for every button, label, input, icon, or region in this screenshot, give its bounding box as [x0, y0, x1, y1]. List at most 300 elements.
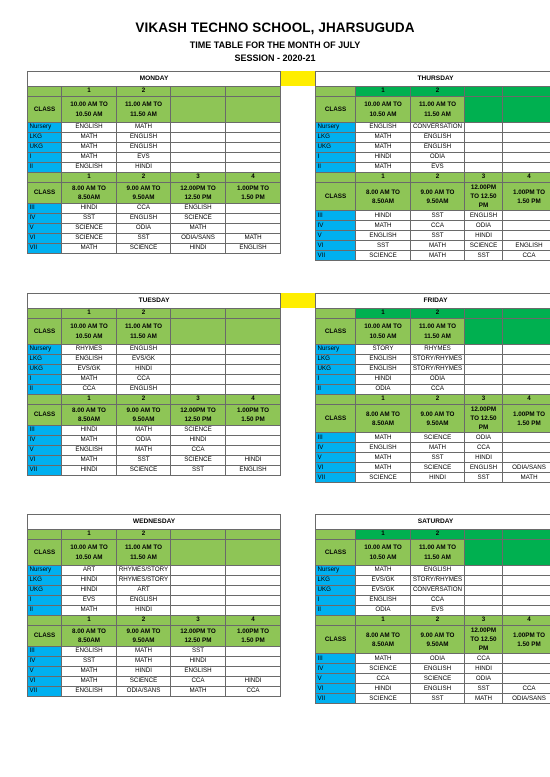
subject-cell: SST: [465, 251, 503, 261]
blank-cell: [503, 355, 550, 365]
subject-cell: [226, 667, 281, 677]
class-label: Nursery: [28, 123, 62, 133]
school-title: VIKASH TECHNO SCHOOL, JHARSUGUDA: [135, 20, 415, 35]
class-label: LKG: [316, 576, 356, 586]
subject-cell: SCIENCE: [117, 677, 171, 687]
period-number: 3: [171, 616, 226, 626]
subject-cell: MATH: [356, 433, 411, 443]
table-row: [316, 433, 550, 443]
time-slot: [117, 183, 171, 204]
subject-cell: ODIA: [465, 433, 503, 443]
blank-cell: [316, 616, 356, 626]
subject-cell: HINDI: [356, 375, 411, 385]
table-row: [28, 466, 281, 476]
period-number: 2: [411, 309, 465, 319]
time-slot: [171, 405, 226, 426]
blank-cell: [465, 365, 503, 375]
subject-cell: HINDI: [117, 667, 171, 677]
table-row: [316, 694, 550, 704]
table-row: [28, 586, 281, 596]
class-label: VI: [316, 463, 356, 473]
time-line: 10.00 AM TO: [70, 323, 108, 331]
subject-cell: HINDI: [62, 576, 117, 586]
class-label: II: [28, 385, 62, 395]
time-slot: [411, 540, 465, 566]
blank-cell: [171, 319, 226, 345]
time-slot: [465, 405, 503, 433]
blank-cell: [171, 153, 226, 163]
time-slot: [411, 97, 465, 123]
subject-cell: HINDI: [62, 426, 117, 436]
subject-cell: MATH: [503, 473, 550, 483]
subject-cell: EVS: [411, 163, 465, 173]
blank-cell: [503, 143, 550, 153]
time-line: 10.00 AM TO: [70, 101, 108, 109]
period-number: 3: [465, 173, 503, 183]
subject-cell: SCIENCE: [117, 466, 171, 476]
period-number: 4: [503, 616, 550, 626]
class-label: IV: [28, 657, 62, 667]
blank-cell: [503, 385, 550, 395]
table-row: [316, 385, 550, 395]
table-row: [28, 667, 281, 677]
time-line: 12.00PM: [470, 406, 497, 413]
time-line: 10.50 AM: [75, 553, 103, 561]
table-row: [316, 586, 550, 596]
time-line: 1.50 PM: [517, 640, 541, 648]
subject-cell: CCA: [411, 596, 465, 606]
time-slot: [62, 405, 117, 426]
time-slot: [226, 183, 281, 204]
class-label: VI: [28, 677, 62, 687]
subject-cell: HINDI: [171, 436, 226, 446]
time-line: 1.00PM TO: [236, 406, 270, 414]
table-row: [316, 606, 550, 616]
subject-cell: HINDI: [226, 677, 281, 687]
blank-cell: [171, 530, 226, 540]
time-slot: [62, 540, 117, 566]
subject-cell: STORY/RHYMES: [411, 576, 465, 586]
class-label: IV: [316, 443, 356, 453]
class-label: III: [28, 426, 62, 436]
table-row: [28, 204, 281, 214]
blank-cell: [503, 606, 550, 616]
subject-cell: [226, 657, 281, 667]
subject-cell: ENGLISH: [411, 566, 465, 576]
subject-cell: STORY/RHYMES: [411, 355, 465, 365]
day-table-saturday: [315, 514, 550, 704]
subject-cell: HINDI: [356, 684, 411, 694]
blank-cell: [503, 309, 550, 319]
time-line: 11.50 AM: [130, 332, 157, 340]
subject-cell: HINDI: [117, 163, 171, 173]
table-row: [316, 231, 550, 241]
subject-cell: ENGLISH: [356, 231, 411, 241]
class-label: I: [28, 375, 62, 385]
class-header: CLASS: [28, 540, 62, 566]
subject-cell: ENGLISH: [117, 345, 171, 355]
day-table-friday: [315, 293, 550, 483]
blank-cell: [465, 345, 503, 355]
day-table-tuesday: [27, 293, 281, 476]
blank-cell: [226, 97, 281, 123]
blank-cell: [226, 530, 281, 540]
class-label: III: [316, 211, 356, 221]
blank-cell: [226, 345, 281, 355]
table-row: [316, 664, 550, 674]
table-row: [28, 375, 281, 385]
subject-cell: [226, 214, 281, 224]
time-slot: [503, 183, 550, 211]
subject-cell: MATH: [356, 221, 411, 231]
day-name: WEDNESDAY: [28, 515, 281, 530]
time-line: 11.00 AM TO: [418, 544, 457, 552]
subject-cell: RHYMES/STORY: [117, 576, 171, 586]
blank-cell: [316, 173, 356, 183]
subject-cell: MATH: [356, 453, 411, 463]
subject-cell: MATH: [411, 443, 465, 453]
subject-cell: SCIENCE: [171, 456, 226, 466]
period-number: 2: [411, 530, 465, 540]
subject-cell: ENGLISH: [62, 687, 117, 697]
subject-cell: [226, 204, 281, 214]
table-row: [316, 153, 550, 163]
subject-cell: CCA: [503, 251, 550, 261]
subject-cell: HINDI: [411, 473, 465, 483]
blank-cell: [465, 87, 503, 97]
subject-cell: ENGLISH: [356, 355, 411, 365]
subject-cell: RHYMES: [62, 345, 117, 355]
class-label: II: [316, 606, 356, 616]
subject-cell: ENGLISH: [411, 684, 465, 694]
subject-cell: SST: [171, 647, 226, 657]
time-slot: [171, 626, 226, 647]
blank-cell: [226, 133, 281, 143]
blank-cell: [503, 576, 550, 586]
table-row: [28, 385, 281, 395]
subject-cell: SCIENCE: [117, 244, 171, 254]
blank-cell: [226, 596, 281, 606]
class-label: UKG: [28, 143, 62, 153]
class-label: UKG: [28, 586, 62, 596]
class-header: CLASS: [28, 183, 62, 204]
time-line: 8.50AM: [77, 416, 101, 423]
subject-cell: MATH: [117, 657, 171, 667]
blank-cell: [171, 163, 226, 173]
time-slot: [226, 626, 281, 647]
blank-cell: [503, 596, 550, 606]
time-slot: [465, 183, 503, 211]
table-row: [316, 375, 550, 385]
subject-cell: ODIA: [117, 436, 171, 446]
subject-cell: MATH: [171, 224, 226, 234]
time-line: 10.00 AM TO: [364, 323, 402, 331]
blank-cell: [28, 530, 62, 540]
time-line: 11.50 AM: [424, 553, 451, 561]
period-number: 4: [503, 173, 550, 183]
class-header: CLASS: [28, 97, 62, 123]
time-slot: [62, 183, 117, 204]
time-line: 1.00PM TO: [512, 631, 546, 639]
table-row: [28, 647, 281, 657]
time-line: 8.50AM: [371, 197, 395, 205]
time-line: 10.50 AM: [369, 110, 397, 118]
blank-cell: [503, 123, 550, 133]
subject-cell: CCA: [503, 684, 550, 694]
subject-cell: ENGLISH: [117, 385, 171, 395]
subject-cell: MATH: [356, 566, 411, 576]
time-line: 12.50 PM: [184, 637, 212, 644]
day-table-wednesday: [27, 514, 281, 697]
period-number: 1: [62, 309, 117, 319]
class-header: CLASS: [28, 626, 62, 647]
period-number: 3: [465, 395, 503, 405]
table-row: [316, 251, 550, 261]
class-label: UKG: [316, 143, 356, 153]
period-number: 1: [356, 395, 411, 405]
subject-cell: HINDI: [356, 153, 411, 163]
yellow-marker: [280, 293, 315, 308]
subject-cell: ENGLISH: [62, 355, 117, 365]
subject-cell: MATH: [117, 647, 171, 657]
period-number: 2: [411, 616, 465, 626]
subject-cell: MATH: [356, 143, 411, 153]
period-number: 2: [117, 87, 171, 97]
table-row: [28, 234, 281, 244]
table-row: [28, 576, 281, 586]
subject-cell: MATH: [465, 694, 503, 704]
period-number: 3: [171, 173, 226, 183]
class-label: VI: [316, 684, 356, 694]
period-number: 1: [62, 616, 117, 626]
blank-cell: [503, 97, 550, 123]
blank-cell: [28, 395, 62, 405]
table-row: [316, 143, 550, 153]
subject-cell: ENGLISH: [411, 664, 465, 674]
subject-cell: CCA: [171, 677, 226, 687]
subject-cell: SCIENCE: [356, 664, 411, 674]
blank-cell: [226, 143, 281, 153]
table-row: [316, 355, 550, 365]
subject-cell: SCIENCE: [411, 674, 465, 684]
blank-cell: [171, 87, 226, 97]
blank-cell: [171, 385, 226, 395]
subject-cell: [503, 221, 550, 231]
blank-cell: [226, 319, 281, 345]
subject-cell: ART: [62, 566, 117, 576]
time-slot: [356, 540, 411, 566]
subject-cell: [503, 443, 550, 453]
class-label: LKG: [316, 133, 356, 143]
class-label: III: [316, 654, 356, 664]
subject-cell: MATH: [356, 133, 411, 143]
class-label: Nursery: [28, 566, 62, 576]
subject-cell: SCIENCE: [171, 214, 226, 224]
subject-cell: ENGLISH: [117, 143, 171, 153]
time-slot: [356, 97, 411, 123]
blank-cell: [465, 143, 503, 153]
subject-cell: [503, 674, 550, 684]
subject-cell: MATH: [62, 375, 117, 385]
blank-cell: [465, 355, 503, 365]
time-line: 11.50 AM: [130, 110, 157, 118]
subject-cell: CCA: [62, 385, 117, 395]
period-number: 1: [356, 87, 411, 97]
subject-cell: MATH: [226, 234, 281, 244]
period-number: 1: [356, 530, 411, 540]
table-row: [28, 153, 281, 163]
table-row: [316, 443, 550, 453]
subject-cell: [503, 433, 550, 443]
time-line: 11.50 AM: [424, 332, 451, 340]
time-line: 11.50 AM: [424, 110, 451, 118]
time-line: 11.50 AM: [130, 553, 157, 561]
table-row: [28, 456, 281, 466]
blank-cell: [503, 153, 550, 163]
subject-cell: HINDI: [465, 453, 503, 463]
blank-cell: [503, 566, 550, 576]
time-line: 1.50 PM: [517, 419, 541, 427]
class-label: I: [28, 596, 62, 606]
table-row: [316, 163, 550, 173]
subject-cell: [226, 224, 281, 234]
time-line: PM: [478, 645, 489, 653]
time-line: TO 12.50: [470, 415, 497, 423]
day-name: SATURDAY: [316, 515, 550, 530]
subject-cell: HINDI: [226, 456, 281, 466]
table-row: [316, 463, 550, 473]
class-label: Nursery: [316, 345, 356, 355]
subject-cell: SST: [411, 694, 465, 704]
table-row: [316, 654, 550, 664]
blank-cell: [465, 153, 503, 163]
class-label: Nursery: [316, 123, 356, 133]
period-number: 2: [117, 395, 171, 405]
subject-cell: CCA: [356, 674, 411, 684]
blank-cell: [316, 395, 356, 405]
blank-cell: [226, 309, 281, 319]
class-label: IV: [316, 221, 356, 231]
subject-cell: [503, 231, 550, 241]
subject-cell: ODIA: [465, 674, 503, 684]
class-label: VI: [316, 241, 356, 251]
subject-cell: SCIENCE: [171, 426, 226, 436]
blank-cell: [171, 355, 226, 365]
time-line: 9.00 AM TO: [126, 627, 161, 635]
class-label: V: [316, 674, 356, 684]
blank-cell: [316, 87, 356, 97]
time-line: 8.00 AM TO: [72, 627, 106, 635]
time-line: 12.00PM TO: [180, 627, 216, 635]
time-line: 8.00 AM TO: [366, 188, 400, 196]
class-header: CLASS: [316, 540, 356, 566]
subject-cell: SST: [171, 466, 226, 476]
subject-cell: ENGLISH: [411, 133, 465, 143]
table-row: [316, 596, 550, 606]
time-line: 11.00 AM TO: [418, 101, 457, 109]
time-line: 1.50 PM: [241, 637, 265, 644]
blank-cell: [171, 596, 226, 606]
class-label: I: [316, 596, 356, 606]
period-number: 3: [465, 616, 503, 626]
blank-cell: [171, 566, 226, 576]
subject-cell: SCIENCE: [411, 463, 465, 473]
time-line: 11.00 AM TO: [124, 101, 163, 109]
time-slot: [356, 405, 411, 433]
timetable-subtitle: TIME TABLE FOR THE MONTH OF JULY: [189, 40, 361, 50]
blank-cell: [28, 616, 62, 626]
time-line: 9.00 AM TO: [420, 631, 455, 639]
subject-cell: ODIA: [411, 654, 465, 664]
subject-cell: CCA: [226, 687, 281, 697]
class-label: V: [316, 231, 356, 241]
time-line: 12.00PM TO: [180, 406, 216, 414]
time-line: 1.50 PM: [517, 197, 541, 205]
class-label: VI: [28, 456, 62, 466]
subject-cell: EVS: [117, 153, 171, 163]
table-row: [316, 453, 550, 463]
blank-cell: [28, 309, 62, 319]
period-number: 1: [356, 309, 411, 319]
subject-cell: ENGLISH: [465, 211, 503, 221]
subject-cell: ODIA/SANS: [117, 687, 171, 697]
blank-cell: [503, 345, 550, 355]
period-number: 2: [411, 173, 465, 183]
period-number: 2: [117, 616, 171, 626]
table-row: [28, 446, 281, 456]
table-row: [28, 345, 281, 355]
subject-cell: ENGLISH: [356, 443, 411, 453]
table-row: [316, 473, 550, 483]
period-number: 1: [62, 87, 117, 97]
table-row: [28, 365, 281, 375]
subject-cell: CONVERSATION: [411, 123, 465, 133]
table-row: [28, 133, 281, 143]
time-line: 12.00PM TO: [180, 184, 216, 192]
class-header: CLASS: [28, 405, 62, 426]
day-name: TUESDAY: [28, 294, 281, 309]
time-line: 1.50 PM: [241, 194, 265, 201]
subject-cell: SST: [356, 241, 411, 251]
blank-cell: [171, 123, 226, 133]
class-label: II: [28, 163, 62, 173]
time-line: 12.00PM: [470, 627, 497, 634]
subject-cell: ENGLISH: [411, 143, 465, 153]
subject-cell: ENGLISH: [356, 365, 411, 375]
table-row: [316, 345, 550, 355]
blank-cell: [465, 133, 503, 143]
subject-cell: MATH: [171, 687, 226, 697]
subject-cell: EVS: [411, 606, 465, 616]
blank-cell: [171, 576, 226, 586]
subject-cell: RHYMES: [411, 345, 465, 355]
table-row: [28, 123, 281, 133]
blank-cell: [171, 606, 226, 616]
subject-cell: MATH: [62, 456, 117, 466]
time-slot: [411, 319, 465, 345]
table-row: [28, 214, 281, 224]
table-row: [28, 244, 281, 254]
class-label: IV: [28, 214, 62, 224]
time-slot: [411, 626, 465, 654]
class-label: VII: [28, 687, 62, 697]
subject-cell: CCA: [411, 385, 465, 395]
day-table-thursday: [315, 71, 550, 261]
subject-cell: CCA: [171, 446, 226, 456]
yellow-marker: [280, 71, 315, 86]
table-row: [28, 687, 281, 697]
subject-cell: SCIENCE: [411, 433, 465, 443]
